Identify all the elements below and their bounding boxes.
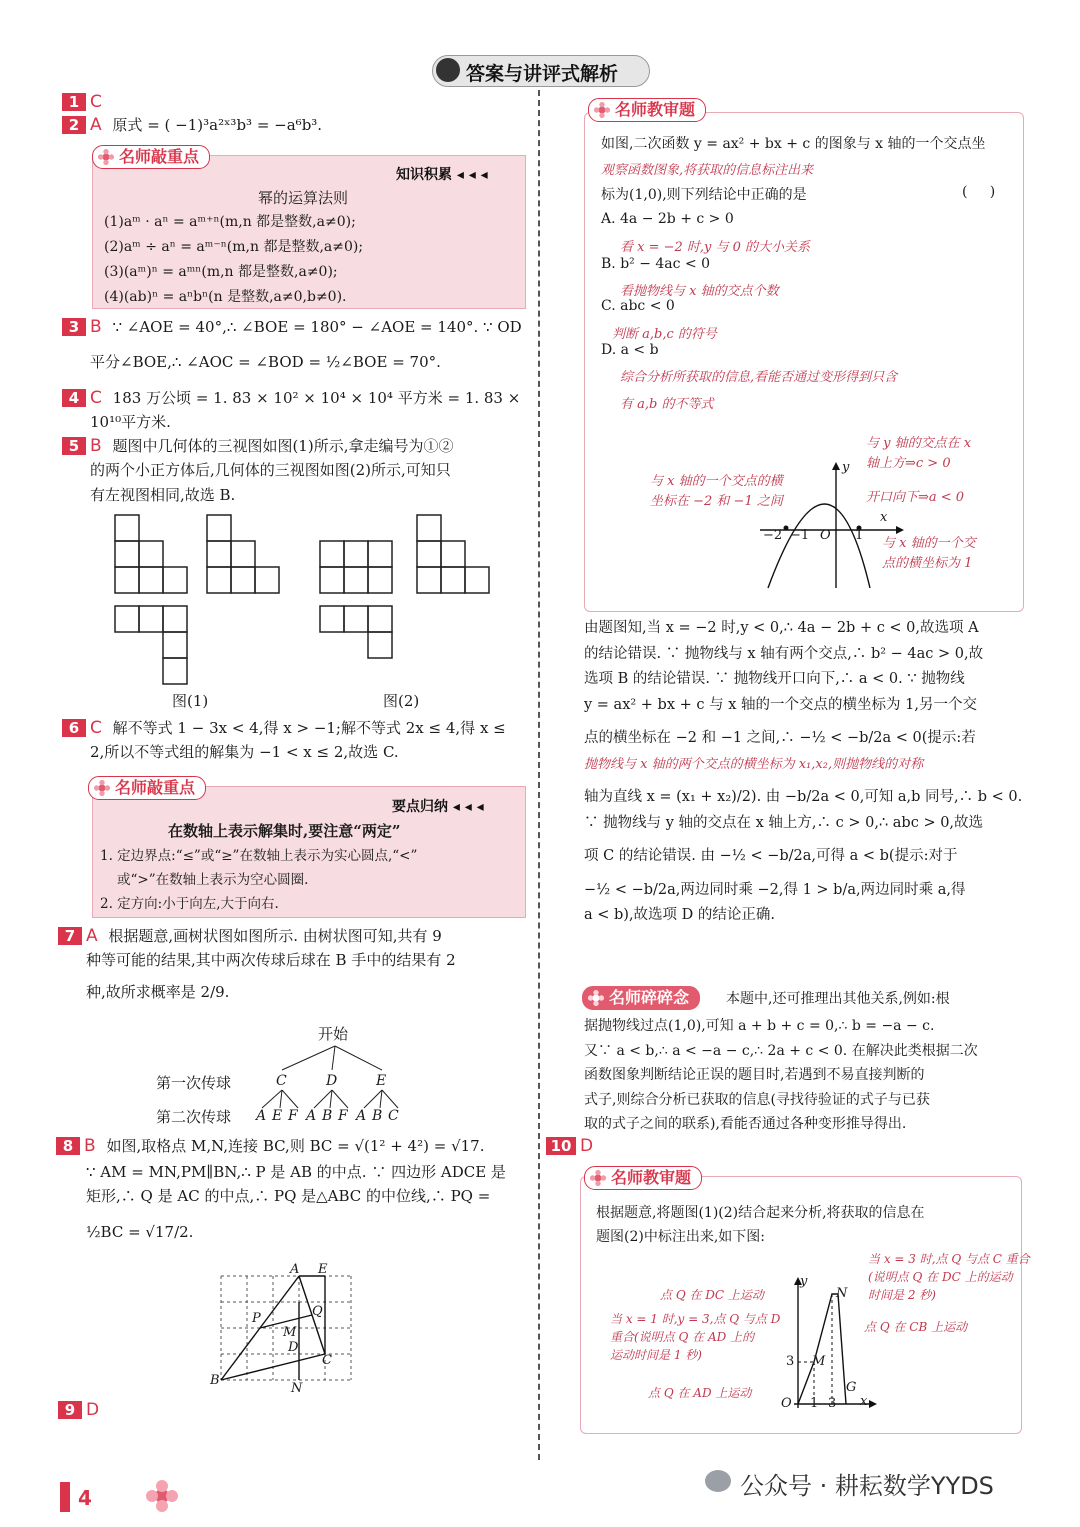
hint-d-2: 有 a,b 的不等式 (620, 397, 714, 412)
q5 (62, 434, 453, 458)
q2-number: 2 (62, 116, 86, 134)
q8-number: 8 (56, 1137, 80, 1155)
q3 (62, 315, 522, 339)
graph-label: G (846, 1380, 857, 1395)
solution-line: a < b),故选项 D 的结论正确. (584, 907, 776, 923)
q6-number: 6 (62, 719, 86, 737)
q4-text-2: 10¹⁰平方米. (90, 413, 171, 431)
graph-note: 点 Q 在 CB 上运动 (864, 1320, 968, 1334)
tree-node: E (272, 1108, 283, 1124)
graph-note: 运动时间是 1 秒) (610, 1348, 702, 1362)
box1-title: 幂的运算法则 (258, 189, 349, 207)
box3-question-2: 标为(1,0),则下列结论中正确的是 (601, 187, 807, 203)
tree-node: A (356, 1108, 367, 1124)
fig2-caption: 图(2) (383, 692, 420, 710)
flower-icon (140, 1478, 184, 1514)
column-divider (538, 90, 540, 1460)
graph-label: 1 (810, 1396, 819, 1411)
rule-item: (4)(ab)ⁿ = aⁿbⁿ(n 是整数,a≠0,b≠0). (104, 289, 347, 305)
q6-text: 解不等式 1 − 3x < 4,得 x > −1;解不等式 2x ≤ 4,得 x ≤ (112, 719, 506, 737)
solution-line: −½ < −b/2a,两边同时乘 −2,得 1 > b/a,两边同时乘 a,得 (584, 881, 966, 898)
flower-icon (93, 779, 111, 797)
graph-note: 点的横坐标为 1 (882, 556, 973, 571)
q4-number: 4 (62, 389, 86, 407)
axis-y-label: y (842, 460, 850, 475)
tree-node: F (288, 1108, 298, 1124)
q2 (62, 113, 322, 137)
tree-level2-label: 第二次传球 (156, 1108, 232, 1126)
rules-list (104, 210, 363, 310)
graph-note: (说明点 Q 在 DC 上的运动 (868, 1270, 1013, 1284)
q3-text: ∵ ∠AOE = 40°,∴ ∠BOE = 180° − ∠AOE = 140°. ∵ OD (112, 318, 522, 336)
q10 (546, 1134, 599, 1158)
tree-node: B (372, 1108, 383, 1124)
solution-line: 抛物线与 x 轴的两个交点的横坐标为 x₁,x₂,则抛物线的对称 (584, 756, 924, 772)
q4-text: 183 万公顷 = 1. 83 × 10² × 10⁴ × 10⁴ 平方米 = 1. 83 × (112, 389, 521, 407)
q5-text-2: 的两个小正方体后,几何体的三视图如图(2)所示,可知只 (90, 461, 451, 479)
q2-text: 原式 = ( −1)³a²ˣ³b³ = −a⁶b³. (112, 116, 323, 134)
q9 (58, 1398, 105, 1422)
graph-note: 重合(说明点 Q 在 AD 上的 (610, 1330, 755, 1344)
box3-hint: 观察函数图象,将获取的信息标注出来 (601, 163, 814, 178)
q7 (58, 924, 442, 948)
graph-note: 与 y 轴的交点在 x (866, 436, 972, 451)
q1 (62, 90, 108, 114)
q3-number: 3 (62, 318, 86, 336)
hint-d: 综合分析所获取的信息,看能否通过变形得到只含 (620, 370, 898, 385)
q4 (62, 386, 520, 410)
grid-label: B (210, 1373, 220, 1388)
grid-label: P (252, 1311, 261, 1326)
solution-line: 项 C 的结论错误. 由 −½ < −b/2a,可得 a < b(提示:对于 (584, 848, 958, 864)
rule-item: (3)(aᵐ)ⁿ = aᵐⁿ(m,n 都是整数,a≠0); (104, 264, 338, 280)
grid-label: M (283, 1325, 297, 1340)
flower-icon (589, 1169, 607, 1187)
graph-note: 开口向下⇒a < 0 (866, 490, 965, 505)
hint-b: 看抛物线与 x 轴的交点个数 (620, 284, 779, 299)
tree-root: 开始 (318, 1025, 349, 1043)
q7-text-2: 种等可能的结果,其中两次传球后球在 B 手中的结果有 2 (86, 951, 456, 969)
solution-line: y = ax² + bx + c 与 x 轴的一个交点的横坐标为 1,另一个交 (584, 696, 977, 713)
answer-blank: ( ) (962, 184, 996, 200)
box2-title: 在数轴上表示解集时,要注意“两定” (168, 822, 401, 840)
q6 (62, 716, 506, 740)
q8 (56, 1134, 484, 1158)
solution-line: 由题图知,当 x = −2 时,y < 0,∴ 4a − 2b + c < 0,故选项 A (584, 620, 979, 636)
grid-label: A (290, 1262, 300, 1277)
grid-label: Q (312, 1304, 323, 1319)
box1-subtitle: 知识积累 ◂ ◂ ◂ (396, 167, 488, 183)
tree-level2 (256, 1108, 404, 1124)
flower-icon (97, 148, 115, 166)
solution-text (584, 616, 1022, 929)
grid-label: D (288, 1340, 299, 1355)
q6-answer: C (90, 718, 102, 738)
q10-number: 10 (546, 1137, 576, 1155)
q9-answer: D (86, 1400, 100, 1420)
tree-node: E (376, 1073, 387, 1089)
grid-label: N (291, 1381, 303, 1396)
graph-note: 时间是 2 秒) (868, 1288, 936, 1302)
axis-tick: −1 (790, 528, 810, 543)
axis-origin: O (820, 528, 831, 543)
graph-label: N (836, 1286, 848, 1301)
tree-node: C (276, 1073, 287, 1089)
box4-line: 本题中,还可推理出其他关系,例如:根 (726, 991, 950, 1007)
hint-c: 判断 a,b,c 的符号 (612, 327, 717, 342)
q5-number: 5 (62, 437, 86, 455)
graph-label: 3 (828, 1396, 837, 1411)
graph-note: 点 Q 在 AD 上运动 (648, 1386, 752, 1400)
box5-tag-label: 名师教审题 (611, 1168, 692, 1187)
q8-text: 如图,取格点 M,N,连接 BC,则 BC = √(1² + 4²) = √17. (106, 1137, 485, 1155)
box4-body (584, 1014, 978, 1137)
book-icon (436, 58, 460, 82)
tree-node: F (338, 1108, 348, 1124)
axis-x-label: x (880, 510, 888, 525)
graph-note: 与 x 轴的一个交 (882, 536, 976, 551)
q4-answer: C (90, 388, 102, 408)
watermark-text: 公众号 · 耕耘数学YYDS (740, 1472, 994, 1500)
box4-line: 又∵ a < b,∴ a < −a − c,∴ 2a + c < 0. 在解决此类根据二次 (584, 1042, 978, 1059)
box4-line: 据抛物线过点(1,0),可知 a + b + c = 0,∴ b = −a − c. (584, 1018, 935, 1034)
q3-answer: B (90, 317, 102, 337)
tree-level1-label: 第一次传球 (156, 1074, 232, 1092)
q1-answer: C (90, 92, 102, 112)
option-b: B. b² − 4ac < 0 (601, 256, 711, 272)
q7-number: 7 (58, 927, 82, 945)
box2-line: 1. 定边界点:“≤”或“≥”在数轴上表示为实心圆点,“<” (100, 848, 418, 864)
q2-answer: A (90, 115, 102, 135)
q1-number: 1 (62, 93, 86, 111)
graph-label: M (812, 1354, 826, 1369)
graph-label: O (781, 1396, 792, 1411)
box3-tag-label: 名师教审题 (615, 100, 696, 119)
box4-line: 取的式子之间的联系),看能否通过各种变形推导得出. (584, 1116, 907, 1132)
q7-answer: A (86, 926, 98, 946)
q8-answer: B (84, 1136, 96, 1156)
graph-label: y (800, 1274, 808, 1289)
graph-label: x (860, 1394, 868, 1409)
fig1-caption: 图(1) (172, 692, 209, 710)
box1-tag (92, 145, 210, 169)
tree-node: A (306, 1108, 317, 1124)
axis-tick: 1 (855, 528, 864, 543)
graph-note: 当 x = 3 时,点 Q 与点 C 重合 (868, 1252, 1030, 1266)
box4-tag-label: 名师碎碎念 (609, 988, 690, 1007)
tree-node: B (322, 1108, 333, 1124)
box4-line: 式子,则综合分析已获取的信息(寻找待验证的式子与已获 (584, 1091, 930, 1108)
q7-text-3: 种,故所求概率是 2/9. (86, 983, 230, 1001)
tree-node: C (388, 1108, 399, 1124)
q8-text-2: ∵ AM = MN,PM∥BN,∴ P 是 AB 的中点. ∵ 四边形 ADCE 是 (86, 1163, 506, 1181)
solution-line: 选项 B 的结论错误. ∵ 抛物线开口向下,∴ a < 0. ∵ 抛物线 (584, 671, 965, 687)
hint-a: 看 x = −2 时,y 与 0 的大小关系 (620, 240, 811, 255)
graph-note: 与 x 轴的一个交点的横 (650, 474, 783, 489)
page-title: 答案与讲评式解析 (466, 63, 619, 85)
option-a: A. 4a − 2b + c > 0 (601, 211, 734, 227)
box2-subtitle: 要点归纳 ◂ ◂ ◂ (392, 799, 484, 815)
graph-note: 当 x = 1 时,y = 3,点 Q 与点 D (610, 1312, 781, 1326)
graph-note: 轴上方⇒c > 0 (866, 456, 951, 471)
box2-tag (88, 776, 206, 800)
tree-node: A (256, 1108, 267, 1124)
q8-text-4: ½BC = √17/2. (86, 1223, 194, 1241)
three-view-figure (110, 510, 530, 690)
q9-number: 9 (58, 1401, 82, 1419)
q10-answer: D (580, 1136, 594, 1156)
q6-text-2: 2,所以不等式组的解集为 −1 < x ≤ 2,故选 C. (90, 743, 399, 761)
axis-tick: −2 (763, 528, 783, 543)
grid-label: E (318, 1262, 328, 1277)
tree-node: D (326, 1073, 338, 1089)
box2-body (100, 844, 417, 916)
footer-bar (60, 1482, 70, 1512)
q7-text: 根据题意,画树状图如图所示. 由树状图可知,共有 9 (108, 927, 442, 945)
option-c: C. abc < 0 (601, 298, 675, 314)
box2-line: 或“>”在数轴上表示为空心圆圈. (117, 872, 309, 888)
box3-tag (588, 98, 706, 122)
solution-line: 轴为直线 x = (x₁ + x₂)/2). 由 −b/2a < 0,可知 a,b 同号,∴ b < 0. (584, 789, 1023, 805)
box2-tag-label: 名师敲重点 (115, 778, 196, 797)
grid-label: C (322, 1353, 332, 1368)
graph-note: 点 Q 在 DC 上运动 (660, 1288, 764, 1302)
box1-tag-label: 名师敲重点 (119, 147, 200, 166)
q3-text-2: 平分∠BOE,∴ ∠AOC = ∠BOD = ½∠BOE = 70°. (90, 353, 441, 371)
wechat-icon (705, 1470, 731, 1492)
box4-tag (582, 986, 700, 1010)
motion-graph (780, 1276, 880, 1412)
solution-line: 的结论错误. ∵ 抛物线与 x 轴有两个交点,∴ b² − 4ac > 0,故 (584, 645, 984, 662)
box5-line: 题图(2)中标注出来,如下图: (596, 1229, 765, 1245)
page-number: 4 (78, 1486, 92, 1510)
box5-line: 根据题意,将题图(1)(2)结合起来分析,将获取的信息在 (596, 1205, 925, 1221)
solution-line: 点的横坐标在 −2 和 −1 之间,∴ −½ < −b/2a < 0(提示:若 (584, 730, 976, 746)
q5-answer: B (90, 436, 102, 456)
graph-label: 3 (786, 1354, 795, 1369)
box2-line: 2. 定方向:小于向左,大于向右. (100, 896, 279, 912)
box5-tag (584, 1166, 702, 1190)
flower-icon (593, 101, 611, 119)
flower-icon (587, 989, 605, 1007)
graph-note: 坐标在 −2 和 −1 之间 (650, 494, 783, 509)
solution-line: ∵ 抛物线与 y 轴的交点在 x 轴上方,∴ c > 0,∴ abc > 0,故选 (584, 814, 984, 831)
box4-line: 函数图象判断结论正误的题目时,若遇到不易直接判断的 (584, 1067, 925, 1083)
q5-text: 题图中几何体的三视图如图(1)所示,拿走编号为①② (112, 437, 454, 455)
q5-text-3: 有左视图相同,故选 B. (90, 486, 236, 504)
q8-text-3: 矩形,∴ Q 是 AC 的中点,∴ PQ 是△ABC 的中位线,∴ PQ = (86, 1187, 491, 1205)
rule-item: (1)aᵐ · aⁿ = aᵐ⁺ⁿ(m,n 都是整数,a≠0); (104, 214, 356, 230)
grid-figure (205, 1262, 355, 1397)
rule-item: (2)aᵐ ÷ aⁿ = aᵐ⁻ⁿ(m,n 都是整数,a≠0); (104, 239, 364, 255)
option-d: D. a < b (601, 342, 659, 358)
box3-question: 如图,二次函数 y = ax² + bx + c 的图象与 x 轴的一个交点坐 (601, 136, 986, 152)
